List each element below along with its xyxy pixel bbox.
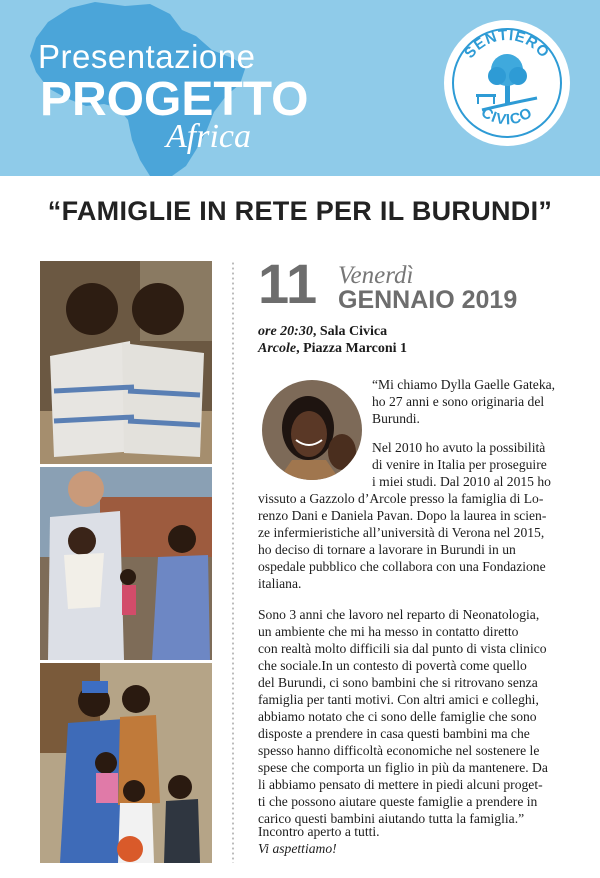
para-line: italiana. [258, 576, 302, 591]
para-line: ho deciso di tornare a lavorare in Burundi in un [258, 542, 516, 557]
logo-text-bottom: CIVICO [478, 103, 536, 129]
header-progetto: PROGETTO [40, 73, 309, 126]
para-line: Sono 3 anni che lavoro nel reparto di Neonatologia, [258, 607, 540, 622]
para-line: ze infermieristiche all’università di Verona nel 2015, [258, 525, 545, 540]
event-title: “FAMIGLIE IN RETE PER IL BURUNDI” [47, 196, 553, 226]
intro-line: Burundi. [372, 411, 420, 426]
para-line: abbiamo notato che ci sono delle famiglie che sono [258, 709, 537, 724]
para-line: li abbiamo pensato di mettere in piedi alcuni proget- [258, 777, 543, 792]
date-weekday: Venerdì [338, 262, 414, 289]
closing-invite: Vi aspettiamo! [258, 841, 337, 856]
date-month-year: GENNAIO 2019 [338, 286, 518, 314]
event-time: ore 20:30 [258, 324, 313, 339]
header-presentazione: Presentazione [38, 38, 256, 75]
para-line: vissuto a Gazzolo d’Arcole presso la famiglia di Lo- [258, 491, 544, 506]
event-address: , Piazza Marconi 1 [296, 341, 408, 356]
closing-line: Incontro aperto a tutti. [258, 824, 380, 839]
sentiero-civico-logo [442, 18, 572, 148]
logo-text-top: SENTIERO [460, 26, 553, 62]
para-line: Nel 2010 ho avuto la possibilità [372, 440, 546, 455]
para-line: disposte a prendere in casa questi bambini ma che [258, 726, 530, 741]
perforated-divider [232, 261, 234, 863]
para-line: carico questi bambini aiutando tutta la famiglia.” [258, 811, 525, 826]
para-line: che sociale.In un contesto di povertà come quello [258, 658, 527, 673]
intro-line: “Mi chiamo Dylla Gaelle Gateka, [372, 377, 556, 392]
photo-group-outdoor [40, 467, 212, 660]
photo-family [40, 663, 212, 863]
para-line: famiglia per tanti motivi. Con altri amici e colleghi, [258, 692, 539, 707]
intro-line: ho 27 anni e sono originaria del [372, 394, 545, 409]
intro-text [372, 376, 572, 427]
photo-column [40, 261, 212, 863]
header-africa: Africa [166, 118, 251, 155]
header-banner [0, 0, 600, 176]
event-town: Arcole [258, 341, 297, 356]
para-line: spesso hanno difficoltà economiche nel sostenere le [258, 743, 540, 758]
para-line: di venire in Italia per proseguire [372, 457, 547, 472]
event-time-line [258, 324, 387, 340]
photo-two-children [40, 261, 212, 464]
para-line: ospedale pubblico che collabora con una Fondazione [258, 559, 546, 574]
para-line: spese che comporta un figlio in più da mantenere. Da [258, 760, 548, 775]
paragraph-work [258, 606, 573, 827]
date-day: 11 [258, 252, 318, 315]
event-venue: , Sala Civica [312, 324, 388, 339]
para-line: un ambiente che mi ha messo in contatto diretto [258, 624, 519, 639]
para-line: i miei studi. Dal 2010 al 2015 ho [372, 474, 551, 489]
para-line: con realtà molto difficili sia dal punto di vista clinico [258, 641, 547, 656]
event-place-line [258, 341, 407, 357]
para-line: renzo Dani e Daniela Pavan. Dopo la laurea in scien- [258, 508, 547, 523]
para-line: del Burundi, ci sono bambini che si ritrovano senza [258, 675, 538, 690]
paragraph-studies [258, 439, 573, 592]
para-line: ti che possono aiutare queste famiglie a prendere in [258, 794, 538, 809]
